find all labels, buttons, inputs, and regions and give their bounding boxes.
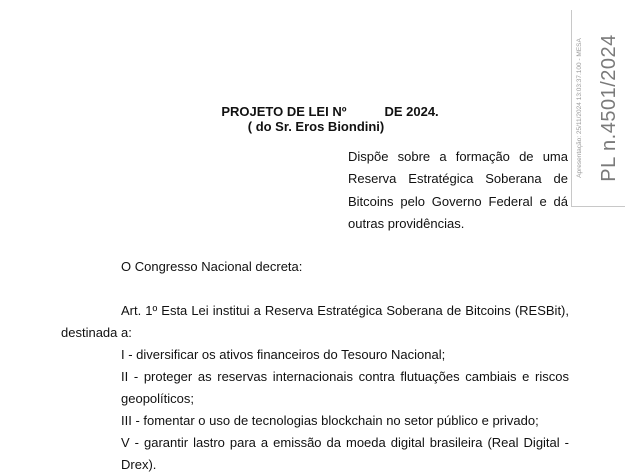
item-2-line-2: geopolíticos; <box>121 391 194 406</box>
ementa <box>348 146 568 236</box>
art1-line-1: Art. 1º Esta Lei institui a Reserva Estratégica Soberana de Bitcoins (RESBit), <box>121 303 569 318</box>
title-prefix: PROJETO DE LEI Nº <box>221 104 347 119</box>
ementa-line-3: Bitcoins pelo Governo Federal e dá <box>348 193 568 209</box>
item-3: III - fomentar o uso de tecnologias blockchain no setor público e privado; <box>121 413 539 428</box>
item-2-line-1: II - proteger as reservas internacionais contra flutuações cambiais e riscos <box>121 369 569 384</box>
ementa-line-1: Dispõe sobre a formação de uma <box>348 149 568 164</box>
ementa-line-2: Reserva Estratégica Soberana de <box>348 171 568 187</box>
item-5-line-2: Drex). <box>121 457 157 472</box>
presentation-stamp-text: Apresentação: 25/11/2024 13:03:37.100 - MESA <box>576 38 583 178</box>
art1-line-2: destinada a: <box>61 325 132 340</box>
bill-number-stamp: PL n.4501/2024 <box>598 34 620 182</box>
item-5-line-1: V - garantir lastro para a emissão da moeda digital brasileira (Real Digital - <box>121 435 569 450</box>
title-line <box>120 104 540 119</box>
bill-title <box>120 104 540 134</box>
title-year: DE 2024. <box>384 104 439 119</box>
ementa-line-4: outras providências. <box>348 216 465 232</box>
author-line: ( do Sr. Eros Biondini) <box>247 119 385 134</box>
item-1: I - diversificar os ativos financeiros do Tesouro Nacional; <box>121 347 446 362</box>
decree-text: O Congresso Nacional decreta: <box>121 259 303 274</box>
